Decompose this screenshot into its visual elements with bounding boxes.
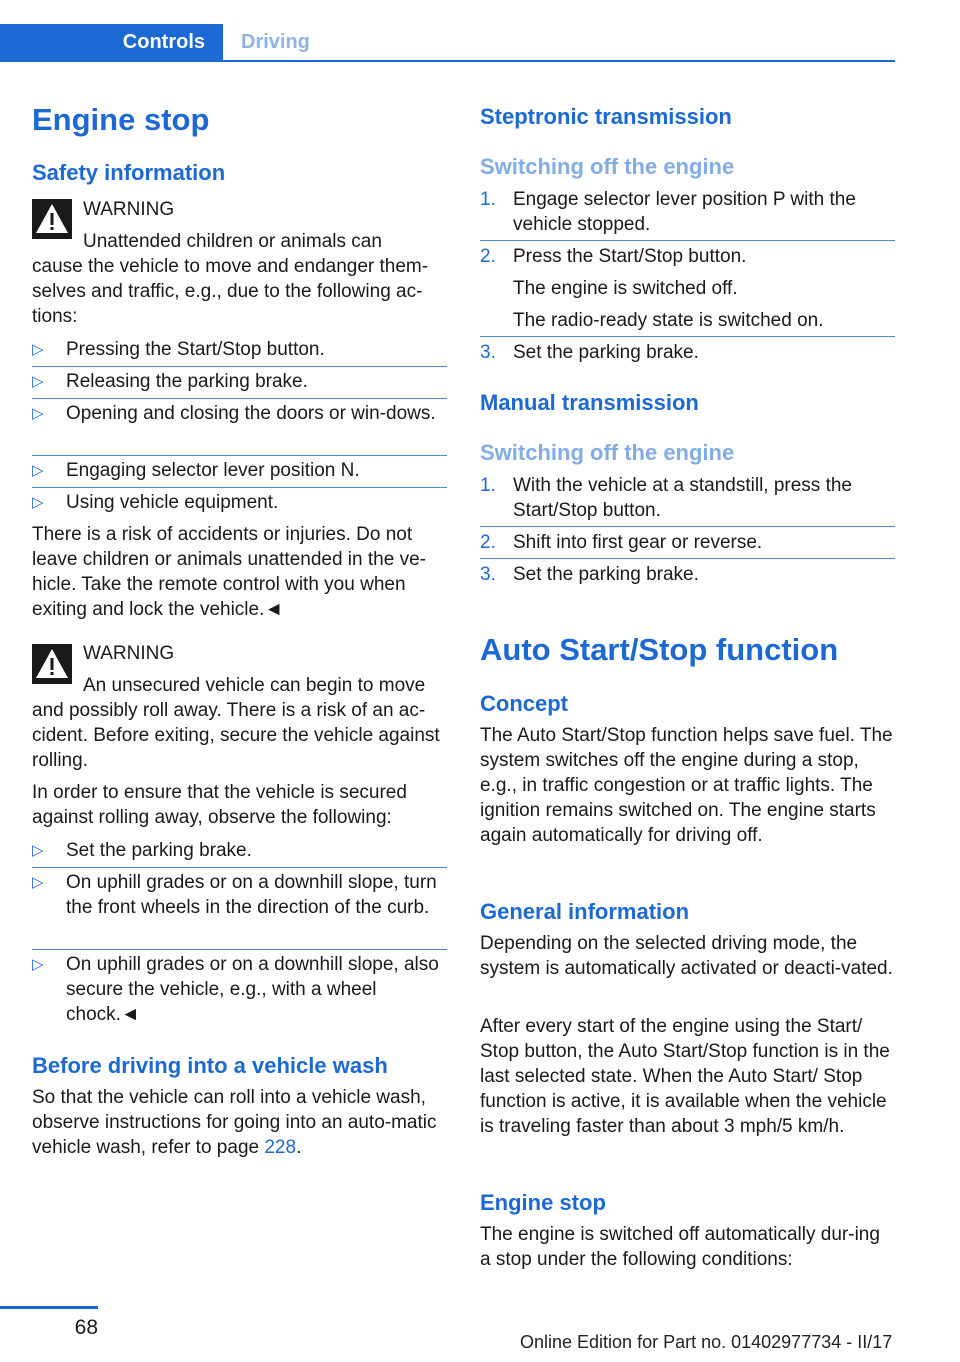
list-divider <box>32 487 447 488</box>
list-item: ▷ On uphill grades or on a downhill slope, also secure the vehicle, e.g., with a wheel chock.◄ <box>32 954 439 1025</box>
warning-text-first-line: Unattended children or animals can <box>83 231 382 252</box>
list-item: 2. Press the Start/Stop button. The engine is switched off. The radio-ready state is switched on. <box>480 246 824 331</box>
bullet-triangle-icon: ▷ <box>32 874 44 891</box>
list-item: ▷ Opening and closing the doors or win-dows. <box>32 403 436 424</box>
bullet-triangle-icon: ▷ <box>32 405 44 422</box>
heading-steptronic-transmission: Steptronic transmission <box>480 104 732 129</box>
list-item: 2. Shift into first gear or reverse. <box>480 532 763 553</box>
section-title-engine-stop: Engine stop <box>32 102 210 137</box>
list-item: ▷ On uphill grades or on a downhill slope, turn the front wheels in the direction of the curb. <box>32 872 437 918</box>
general-information-text: After every start of the engine using the Start/ Stop button, the Auto Start/Stop function is in the last selected state. When the Auto Start/ Stop function is active, it is available when the vehicle is traveling faster than about 3 mph/5 km/h. <box>480 1016 890 1137</box>
footer-edition-text: Online Edition for Part no. 01402977734 - II/17 <box>520 1332 893 1352</box>
warning-intro-text: In order to ensure that the vehicle is secured against rolling away, observe the following: <box>32 782 407 828</box>
list-divider <box>32 366 447 367</box>
list-divider <box>32 867 447 868</box>
heading-safety-information: Safety information <box>32 160 226 185</box>
warning-text: and possibly roll away. There is a risk of an ac-cident. Before exiting, secure the vehicle against rolling. <box>32 700 440 771</box>
list-item: 1. Engage selector lever position P with the vehicle stopped. <box>480 189 856 235</box>
list-item: ▷ Using vehicle equipment. <box>32 492 279 513</box>
tab-driving[interactable]: Driving <box>241 31 310 53</box>
list-item: 3. Set the parking brake. <box>480 564 699 585</box>
warning-text: cause the vehicle to move and endanger them-selves and traffic, e.g., due to the following ac-tions: <box>32 256 429 327</box>
list-item: 3. Set the parking brake. <box>480 342 699 363</box>
list-item: ▷ Pressing the Start/Stop button. <box>32 339 325 360</box>
warning-icon <box>32 644 72 684</box>
general-information-text: Depending on the selected driving mode, the system is automatically activated or deacti-vated. <box>480 933 893 979</box>
warning-label: WARNING <box>83 643 175 664</box>
heading-concept: Concept <box>480 691 568 716</box>
list-divider <box>32 455 447 456</box>
engine-stop-text: The engine is switched off automatically dur-ing a stop under the following conditions: <box>480 1224 880 1270</box>
list-divider <box>32 398 447 399</box>
tab-controls[interactable]: Controls <box>0 24 223 61</box>
bullet-triangle-icon: ▷ <box>32 494 44 511</box>
bullet-triangle-icon: ▷ <box>32 462 44 479</box>
list-divider <box>480 240 895 241</box>
bullet-triangle-icon: ▷ <box>32 341 44 358</box>
heading-vehicle-wash: Before driving into a vehicle wash <box>32 1053 388 1078</box>
concept-text: The Auto Start/Stop function helps save fuel. The system switches off the engine during a stop, e.g., in traffic congestion or at traffic lights. The ignition remains switched on. The engine starts again automatically for driving off. <box>480 725 893 846</box>
list-item: ▷ Engaging selector lever position N. <box>32 460 360 481</box>
bullet-triangle-icon: ▷ <box>32 373 44 390</box>
list-item: ▷ Set the parking brake. <box>32 840 252 861</box>
bullet-triangle-icon: ▷ <box>32 842 44 859</box>
heading-manual-transmission: Manual transmission <box>480 390 699 415</box>
list-divider <box>480 526 895 527</box>
heading-engine-stop: Engine stop <box>480 1190 606 1215</box>
page-number-rule <box>0 1306 98 1309</box>
header-tab-bar <box>0 0 895 62</box>
list-divider <box>32 949 447 950</box>
heading-general-information: General information <box>480 899 690 924</box>
subheading-switching-off-engine: Switching off the engine <box>480 440 735 465</box>
warning-label: WARNING <box>83 199 175 220</box>
warning-closing-text: There is a risk of accidents or injuries. Do not leave children or animals unattended in the ve-hicle. Take the remote control with you when exiting and lock the vehicle.◄ <box>32 524 426 620</box>
page-number: 68 <box>74 1316 98 1339</box>
subheading-switching-off-engine: Switching off the engine <box>480 154 735 179</box>
vehicle-wash-text: So that the vehicle can roll into a vehicle wash, observe instructions for going into an auto-matic vehicle wash, refer to page 228. <box>32 1087 437 1158</box>
list-divider <box>480 558 895 559</box>
list-divider <box>480 336 895 337</box>
list-item: ▷ Releasing the parking brake. <box>32 371 308 392</box>
page-reference-link[interactable]: 228 <box>264 1137 297 1158</box>
section-title-auto-start-stop: Auto Start/Stop function <box>480 632 839 667</box>
list-item: 1. With the vehicle at a standstill, press the Start/Stop button. <box>480 475 852 521</box>
bullet-triangle-icon: ▷ <box>32 956 44 973</box>
warning-text-first-line: An unsecured vehicle can begin to move <box>83 675 426 696</box>
warning-icon <box>32 199 72 239</box>
